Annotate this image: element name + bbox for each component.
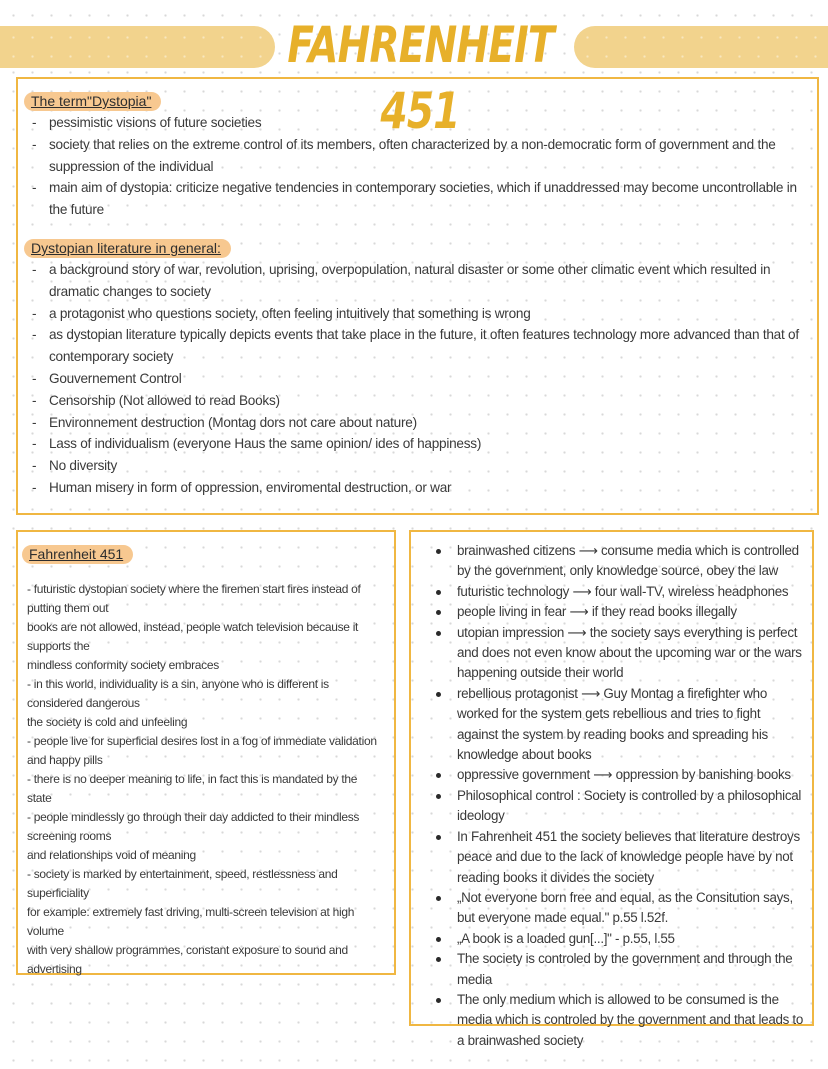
characteristics-section	[409, 530, 814, 1048]
characteristic-item: oppressive government ⟶ oppression by banishing books	[427, 765, 804, 785]
note-line: with very shallow programmes, constant exposure to sound and advertising	[27, 943, 348, 976]
literature-list	[29, 259, 805, 499]
characteristic-item: rebellious protagonist ⟶ Guy Montag a firefighter who worked for the system gets rebellious and tries to fight against the system by reading books and spreading his knowledge about books	[427, 684, 804, 766]
note-line: books are not allowed, instead, people watch television because it supports the	[27, 620, 359, 653]
literature-heading: Dystopian literature in general:	[29, 238, 231, 258]
characteristic-item: brainwashed citizens ⟶ consume media which is controlled by the government, only knowledge source, obey the law	[427, 541, 804, 582]
note-line: - there is no deeper meaning to life, in fact this is mandated by the state	[27, 772, 358, 805]
dystopia-list	[29, 112, 805, 221]
title-band-right	[574, 26, 828, 68]
dystopia-heading: The term"Dystopia"	[29, 91, 161, 111]
note-line: the society is cold and unfeeling	[27, 715, 188, 729]
characteristic-item: The only medium which is allowed to be consumed is the media which is controled by the government and that leads to a brainwashed society	[427, 990, 804, 1051]
dystopia-item: - pessimistic visions of future societies	[29, 112, 805, 134]
characteristic-item: futuristic technology ⟶ four wall-TV, wireless headphones	[427, 582, 804, 602]
literature-item: - as dystopian literature typically depicts events that take place in the future, it often features technology more advanced than that of contemporary society	[29, 324, 805, 368]
literature-item: - Censorship (Not allowed to read Books)	[29, 390, 805, 412]
note-line: - in this world, individuality is a sin, anyone who is different is considered dangerous	[27, 677, 329, 710]
dystopia-item: - main aim of dystopia: criticize negative tendencies in contemporary societies, which if unaddressed may become uncontrollable in the future	[29, 177, 805, 221]
literature-item: - a protagonist who questions society, often feeling intuitively that something is wrong	[29, 303, 805, 325]
note-line: - people live for superficial desires lost in a fog of immediate validation and happy pills	[27, 734, 377, 767]
characteristic-item: people living in fear ⟶ if they read books illegally	[427, 602, 804, 622]
title-band-left	[0, 26, 275, 68]
characteristic-item: utopian impression ⟶ the society says everything is perfect and does not even know about the upcoming war or the wars happening outside their world	[427, 623, 804, 684]
characteristic-item: „Not everyone born free and equal, as the Consitution says, but everyone made equal." p.55 l.52f.	[427, 888, 804, 929]
note-line: mindless conformity society embraces	[27, 658, 219, 672]
note-line: - futuristic dystopian society where the firemen start fires instead of putting them out	[27, 582, 361, 615]
characteristic-item: The society is controled by the government and through the media	[427, 949, 804, 990]
note-line: for example: extremely fast driving, multi-screen television at high volume	[27, 905, 355, 938]
fahrenheit-notes	[27, 580, 384, 979]
literature-item: - Human misery in form of oppression, enviromental destruction, or war	[29, 477, 805, 499]
literature-item: - Lass of individualism (everyone Haus the same opinion/ ides of happiness)	[29, 433, 805, 455]
literature-item: - Environnement destruction (Montag dors not care about nature)	[29, 412, 805, 434]
fahrenheit-section	[16, 530, 396, 975]
characteristic-item: In Fahrenheit 451 the society believes that literature destroys peace and due to the lack of knowledge people have by not reading books it divides the society	[427, 827, 804, 888]
note-line: - people mindlessly go through their day addicted to their mindless screening rooms	[27, 810, 360, 843]
dystopia-section	[16, 77, 819, 515]
literature-item: - Gouvernement Control	[29, 368, 805, 390]
characteristics-list	[427, 541, 804, 1051]
note-line: - society is marked by entertainment, speed, restlessness and superficiality	[27, 867, 338, 900]
dystopia-item: - society that relies on the extreme control of its members, often characterized by a non-democratic form of government and the suppression of the individual	[29, 134, 805, 178]
literature-item: - No diversity	[29, 455, 805, 477]
page-title: FAHRENHEIT 451	[287, 16, 554, 140]
note-line: and relationships void of meaning	[27, 848, 196, 862]
literature-item: - a background story of war, revolution, uprising, overpopulation, natural disaster or some other climatic event which resulted in dramatic changes to society	[29, 259, 805, 303]
characteristic-item: Philosophical control : Society is controlled by a philosophical ideology	[427, 786, 804, 827]
characteristic-item: „A book is a loaded gun[...]" - p.55, l.55	[427, 929, 804, 949]
fahrenheit-heading: Fahrenheit 451	[27, 544, 133, 564]
